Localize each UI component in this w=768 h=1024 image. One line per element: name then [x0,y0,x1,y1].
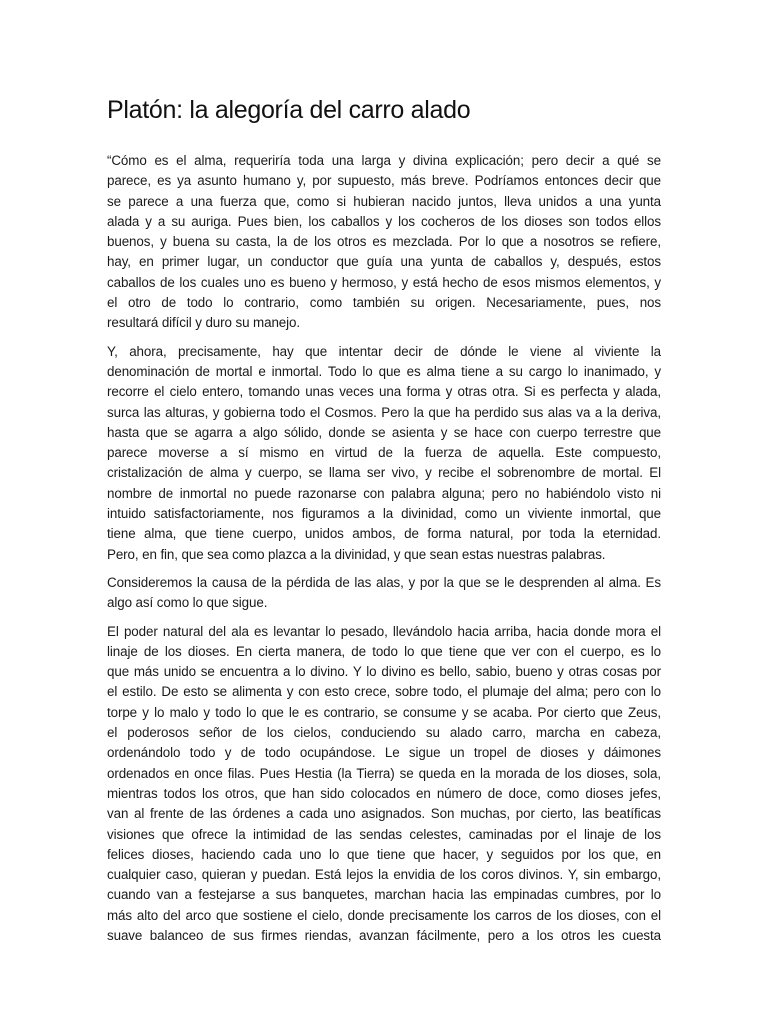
text-line: caballos de los cuales uno es bueno y hermoso, y está hecho de esos mismos elementos, y [107,274,661,290]
text-line: “Cómo es el alma, requeriría toda una larga y divina explicación; pero decir a qué se [107,153,661,168]
text-line: felices dioses, haciendo cada uno lo que tiene que hacer, y seguidos por los que, en [107,846,661,862]
text-line: cristalización de alma y cuerpo, se llama ser vivo, y recibe el sobrenombre de mortal. El [107,465,661,481]
text-line: Consideremos la causa de la pérdida de las alas, y por la que se le desprenden al alma. Es [107,574,661,590]
text-line: resultará difícil y duro su manejo. [107,315,300,331]
text-line: intuido satisfactoriamente, nos figuramos a la divinidad, como un viviente inmortal, que [107,506,661,522]
text-line: el estilo. De esto se alimenta y con esto crece, sobre todo, el plumaje del alma; pero con lo [107,684,661,700]
text-line: suave balanceo de sus firmes riendas, avanzan fácilmente, pero a los otros les cuesta [107,927,661,943]
text-line: que más unido se encuentra a lo divino. Y lo divino es bello, sabio, bueno y otras cosas por [107,664,661,680]
text-line: torpe y lo malo y todo lo que le es contrario, se consume y se acaba. Por cierto que Zeus, [107,704,661,720]
document-title: Platón: la alegoría del carro alado [107,96,471,124]
text-line: tiene alma, que tiene cuerpo, unidos ambos, de forma natural, por toda la eternidad. [107,526,661,542]
text-line: surca las alturas, y gobierna todo el Cosmos. Pero la que ha perdido sus alas va a la deriva, [107,404,661,420]
text-line: ordenados en once filas. Pues Hestia (la Tierra) se queda en la morada de los dioses, sola, [107,765,661,781]
paragraph-3 [107,573,661,614]
text-line: el poderosos señor de los cielos, conduciendo su alado carro, marcha en cabeza, [107,725,661,741]
text-line: parece moverse a sí mismo en virtud de la fuerza de aquella. Este compuesto, [107,445,661,461]
text-line: se parece a una fuerza que, como si hubieran nacido juntos, lleva unidos a una yunta [107,193,661,209]
text-line: Y, ahora, precisamente, hay que intentar decir de dónde le viene al viviente la [107,343,661,359]
text-line: más alto del arco que sostiene el cielo, donde precisamente los carros de los dioses, con el [107,907,661,923]
text-line: hay, en primer lugar, un conductor que guía una yunta de caballos y, después, estos [107,254,661,270]
text-line: hasta que se agarra a algo sólido, donde se asienta y se hace con cuerpo terrestre que [107,424,661,440]
text-line: mientras todos los otros, que han sido colocados en número de doce, como dioses jefes, [107,785,661,801]
text-line: nombre de inmortal no puede razonarse con palabra alguna; pero no habiéndolo visto ni [107,485,661,501]
text-line: cualquier caso, quieran y puedan. Está lejos la envidia de los coros divinos. Y, sin embargo, [107,867,661,883]
paragraph-1 [107,151,661,334]
text-line: El poder natural del ala es levantar lo pesado, llevándolo hacia arriba, hacia donde mora el [107,623,661,639]
text-line: buenos, y buena su casta, la de los otros es mezclada. Por lo que a nosotros se refiere, [107,234,661,250]
paragraph-2 [107,342,661,565]
text-line: ordenándolo todo y de todo ocupándose. Le sigue un tropel de dioses y dáimones [107,745,661,761]
text-line: visiones que ofrece la intimidad de las sendas celestes, caminadas por el linaje de los [107,826,661,842]
paragraph-4 [107,622,661,947]
text-line: algo así como lo que sigue. [107,595,268,611]
text-line: denominación de mortal e inmortal. Todo lo que es alma tiene a su cargo lo inanimado, y [107,363,661,379]
text-line: linaje de los dioses. En cierta manera, de todo lo que tiene que ver con el cuerpo, es lo [107,643,661,659]
text-line: Pero, en fin, que sea como plazca a la divinidad, y que sean estas nuestras palabras. [107,546,606,562]
text-line: alada y a su auriga. Pues bien, los caballos y los cocheros de los dioses son todos ellos [107,213,661,229]
text-line: van al frente de las órdenes a cada uno asignados. Son muchas, por cierto, las beatíficas [107,806,661,822]
text-line: parece, es ya asunto humano y, por supuesto, más breve. Podríamos entonces decir que [107,173,661,189]
text-line: recorre el cielo entero, tomando unas veces una forma y otras otra. Si es perfecta y alada, [107,384,661,400]
text-line: el otro de todo lo contrario, como también su origen. Necesariamente, pues, nos [107,295,661,311]
document-page [107,92,661,954]
text-line: cuando van a festejarse a sus banquetes, marchan hacia las empinadas cumbres, por lo [107,887,661,903]
